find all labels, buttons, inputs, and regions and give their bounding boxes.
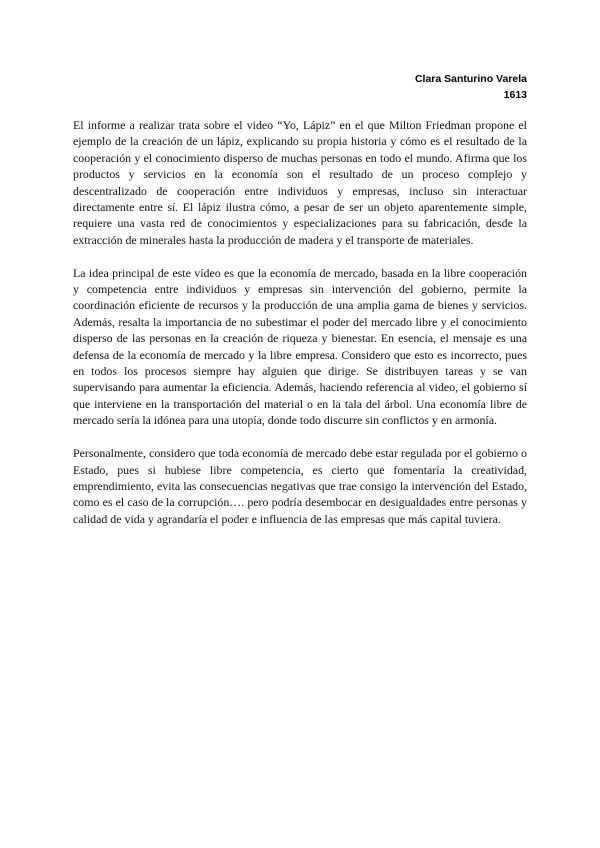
- paragraph-intro: El informe a realizar trata sobre el video “Yo, Lápiz” en el que Milton Friedman propone el ejemplo de la creación de un lápiz, explicando su propia historia y cómo es el resultado de la cooperación y el conocimiento disperso de muchas personas en todo el mundo. Afirma que los productos y servicios en la economía son el resultado de un proceso complejo y descentralizado de cooperación entre individuos y empresas, incluso sin interactuar directamente entre sí. El lápiz ilustra cómo, a pesar de ser un objeto aparentemente simple, requiere una vasta red de conocimientos y especializaciones para su fabricación, desde la extracción de minerales hasta la producción de madera y el transporte de materiales.: [73, 118, 527, 247]
- paragraph-main-idea: La idea principal de este vídeo es que la economía de mercado, basada en la libre cooperación y competencia entre individuos y empresas sin intervención del gobierno, permite la coordinación eficiente de recursos y la producción de una amplia gama de bienes y servicios. Además, resalta la importancia de no subestimar el poder del mercado libre y el conocimiento disperso de las personas en la creación de riqueza y bienestar. En esencia, el mensaje es una defensa de la economía de mercado y la libre empresa. Considero que esto es incorrecto, pues en todos los procesos siempre hay alguien que dirige. Se distribuyen tareas y se van supervisando para aumentar la eficiencia. Además, haciendo referencia al video, el gobierno sí que interviene en la transportación del material o en la tala del árbol. Una economía libre de mercado sería la idónea para una utopía, donde todo discurre sin conflictos y en armonía.: [73, 265, 527, 428]
- paragraph-opinion: Personalmente, considero que toda economía de mercado debe estar regulada por el gobierno o Estado, pues si hubiese libre competencia, es cierto que fomentaría la creatividad, emprendimiento, evita las consecuencias negativas que trae consigo la intervención del Estado, como es el caso de la corrupción…. pero podría desembocar en desigualdades entre personas y calidad de vida y agrandaría el poder e influencia de las empresas que más capital tuviera.: [73, 446, 527, 526]
- student-id: 1613: [503, 89, 527, 101]
- document-header: [415, 71, 527, 103]
- document-body: [73, 117, 527, 544]
- author-name: Clara Santurino Varela: [414, 73, 527, 85]
